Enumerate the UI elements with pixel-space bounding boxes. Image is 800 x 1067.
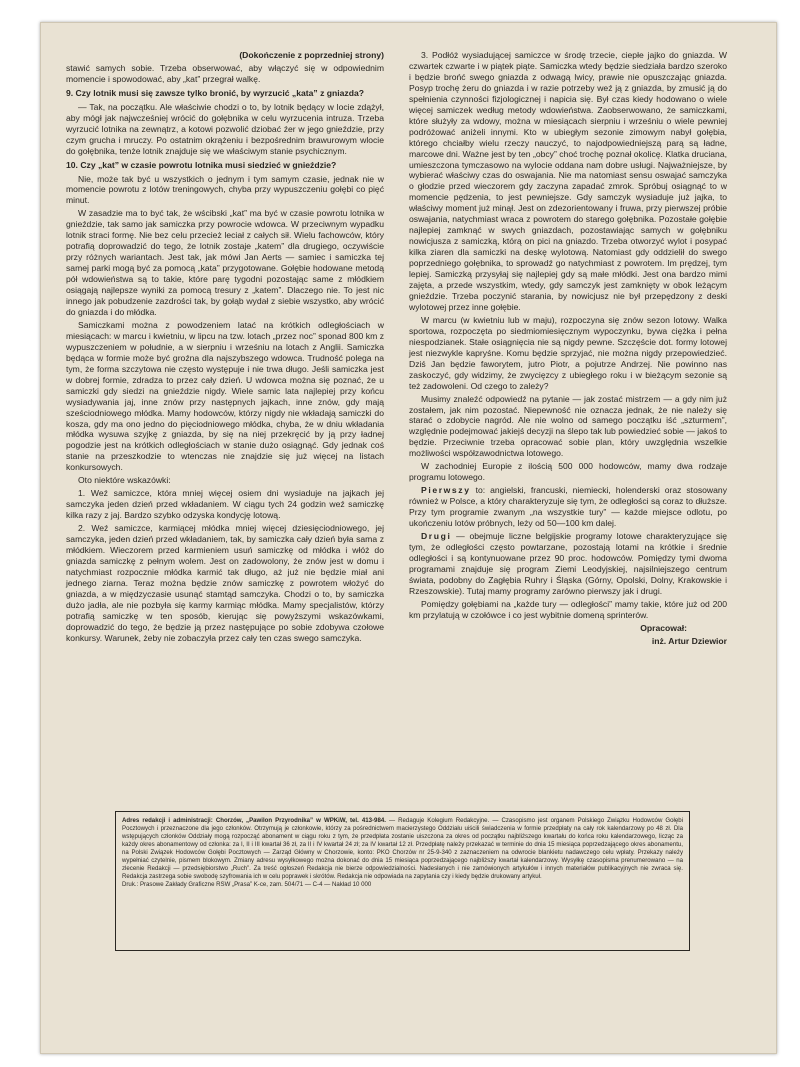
question-10-paragraph-3: Samiczkami można z powodzeniem latać na krótkich odległościach w miesiącach: w marcu i kwietniu, w lipcu na tzw. lotach „przez noc” sponad 800 km z wypuszczeniem w południe, a w sierpniu i wrześniu na lotach z Anglii. Samiczka będąca w formie może być groźna dla najszybszego wdowca. Trudność polega na tym, że forma szczytowa nie często występuje i nie trwa długo. Jeśli samiczka jest w dobrej formie, zdradza to przez cały dzień. U wdowca można się poznać, że u samiczki gdy siedzi na gnieździe nigdy. Wiele samic lata najlepiej przy końcu wysiadywania jaj, inne znów przy następnych jajkach, inne znów, gdy mają sześciodniowego młódka. Mamy hodowców, którzy nigdy nie wkładają samiczki do kosza, gdy ma ono jedno do pięciodniowego młódka, chyba, że w dniu wkładania młódka wysuwa szyjkę z gniazda, by się na niej przekręcić by ją przy ładnej pogodzie jest na krótkich odległościach w stanie dużo osiągnąć. Gdy jednak coś stanie na przeszkodzie to wtenczas nie znajdzie się już więcej na listach konkursowych.: [66, 319, 384, 473]
sprinters-paragraph: Pomiędzy gołębiami na „każde tury — odległości” mamy takie, które już od 200 km przylatują w czołówce i co jest wybitnie domeną sprinterów.: [409, 598, 727, 620]
intro-paragraph: stawić samych sobie. Trzeba obserwować, aby włączyć się w odpowiednim momencie i spowodować, aby „kat” przegrał walkę.: [66, 62, 384, 84]
second-program-paragraph: [409, 531, 727, 597]
first-program-text: to: angielski, francuski, niemiecki, holenderski oraz stosowany również w Polsce, a który charakteryzuje się tym, że odległości są coraz to dłuższe. Przy tym programie zwanym „na wszystkie tury” — każde miejsce odlotu, po ukończeniu lotów próbnych, leży od 50—100 km dalej.: [409, 485, 727, 529]
footer-body: — Redaguje Kolegium Redakcyjne. — Czasopismo jest organem Polskiego Związku Hodowców Gołębi Pocztowych i przeznaczone dla jego członków. Otrzymują je członkowie, którzy za pośrednictwem macierzystego Oddziału uiścili świadczenia w formie przedpłaty na cały rok kalendarzowy po 48 zł. Dla wstępujących członków Oddziały mogą rozpocząć abonament w ciągu roku z tym, że przedpłata zostanie uiszczona za okres od początku najbliższego kwartału do końca roku kalendarzowego, licząc za każdy okres abonamentowy od członka: za I, II i III kwartał 36 zł, za II i IV kwartał 24 zł; za IV kwartał 12 zł. Przedpłatę należy przekazać w terminie do dnia 15 miesiąca poprzedzającego okres abonamentu, na Polski Związek Hodowców Gołębi Pocztowych — Zarząd Główny w Chorzowie, konto: PKO Chorzów nr 25-9-340 z zaznaczeniem na odwrocie blankietu nadawczego celu wpłaty. Przekazy należy wypełniać czytelnie, pismem blokowym. Zmiany adresu wysyłkowego można dokonać do dnia 15 miesiąca poprzedzającego najbliższy kwartał kalendarzowy. Wysyłkę czasopisma prenumerowano — na zlecenie Redakcji — przedsiębiorstwo „Ruch”. Za treść ogłoszeń Redakcja nie bierze odpowiedzialności. Nadesłanych i nie zamówionych artykułów i innych materiałów publikacyjnych nie zwraca się. Redakcja zastrzega sobie swobodę szyfrowania ich w celu poprawek i skrótów. Redakcja nie odpowiada na zapytania czy i kiedy będzie drukowany artykuł.: [122, 817, 684, 880]
question-9-heading: 9. Czy lotnik musi się zawsze tylko bronić, by wyrzucić „kata” z gniazda?: [66, 87, 365, 98]
programs-intro: W zachodniej Europie z ilością 500 000 hodowców, mamy dwa rodzaje programu lotowego.: [409, 461, 727, 483]
tip-1: 1. Weź samiczce, która mniej więcej osiem dni wysiaduje na jajkach jej samczyka jeden dzień przed wkładaniem. W ciągu tych 24 godzin weź samiczkę kilka razy z jaj. Bardzo szybko odzyska kondycję lotową.: [66, 488, 384, 521]
second-program-label: Drugi: [421, 530, 452, 541]
continuation-note: (Dokończenie z poprzedniej strony): [239, 50, 384, 60]
author-name: inż. Artur Dziewior: [651, 635, 727, 646]
second-program-text: — obejmuje liczne belgijskie programy lotowe charakteryzujące się tym, że odległości często powtarzane, pozostają lotami na krótkie i średnie odległości i są kontynuowane przez 90 proc. hodowców. Pomiędzy tymi dwoma programami znajduje się program Ziemi Leodyjskiej, najsilniejszego centrum świata, podobny do Zagłębia Ruhry i Śląska (Górny, Opolski, Dolny, Krakowskie i Rzeszowskie). Tutaj mamy programy zarówno pierwszy jak i drugi.: [409, 530, 727, 596]
question-10-paragraph-2: W zasadzie ma to być tak, że wścibski „kat” ma być w czasie powrotu lotnika w gnieździe, tak samo jak samiczka przy powrocie wdowca. W przeciwnym wypadku lotnik straci formę. Nie bez celu przecież leciał z całych sił. Wielu fachowców, który potrafią doprowadzić do tego, że lotnik zostaje „katem” dla drugiego, oczywiście przy różnych wariantach. Jest tak, jak mówi Jan Aerts — samiec i samiczka tej samej parki mogą być za pomocą „kata” przygotowane. Gołębie hodowane metodą pół wdowieństwa są to takie, które parę tygodni pozostając same z młódkiem osiągają najlepsze wyniki za pomocą tresury z „katem”. Dlaczego nie. To jest nic innego jak pobudzenie zazdrości tak, by gołąb wydał z siebie wszystko, aby wrócić do gniazda i do młódka.: [66, 208, 384, 317]
tip-3: 3. Podłóż wysiadującej samiczce w środę trzecie, ciepłe jajko do gniazda. W czwartek czwarte i w piątek piąte. Samiczka wtedy będzie siedziała bardzo szeroko i będzie brońć swego gniazda z odwagą lwicy, prawie nie opuszczając gniazda. Posyp trochę żeru do gniazda i w razie potrzeby weź ją z gniazda, by zmusić ją do spełnienia czynności fizjologicznej i napicia się. Był czas kiedy hodowano o wiele więcej samiczek według metody wdowieństwa. Zaobserwowano, że samiczkami, które służyły za wdowy, można w miesiącach sierpniu i wrześniu o wiele pewniej podróżować aniżeli innymi. Kto w ubiegłym sezonie zimowym nabył gołębia, którego chciałby wielu rzeczy nauczyć, to najodpowiedniejszą parą są ładne, marcowe dni. Ważne jest by ten „obcy” choć trochę poznał okolicę. Klatka druciana, umieszczona tymczasowo na wylocie oddana nam dobre usługi. Najważniejsze, by wybierać właściwy czas do oswajania. Nie ma natomiast sensu oswajać samczyka o głodzie przed wieczorem gdy zaczyna zapadać zmrok. Spróbuj osiągnąć to w momencie pędzenia, to jest pewniejsze. Gdy samczyk wysiaduje już jajka, to właściwy moment już minął. Jest on zdezorientowany i fruwa, przy pierwszej próbie oswajania, natychmiast wraca z powrotem do starego gołębnika. Pozostałe gołębie najlepiej zamknąć w swych gniazdach, pozostawiając samych w gołębniku nowicjusza z samiczką, którą on pici na gniazdo. Trzeba otworzyć wylot i posypać kilka ziaren dla samiczki na deskę wylotową. Natomiast gdy oddzielił do swego poprzedniego gołębnika, to sprowadź go natychmiast z powrotem. Im prędzej, tym lepiej. Samiczką przysyłaj się najlepiej gdy są małe młódki. Jest ona bardzo mimi zajęta, a przede wszystkim, wtedy, gdy samczyk jest zamknięty w obok leżącym gnieździe. Trzeba poczynić starania, by nowicjusz nie był przepędzony z deski wylotowej przez inne gołębie.: [409, 50, 727, 312]
editorial-footer-box: [115, 811, 690, 951]
champion-paragraph: Musimy znaleźć odpowiedź na pytanie — jak zostać mistrzem — a gdy nim już zostałem, jak nim pozostać. Niepewność nie oznacza jednak, że nie należy się starać o zdobycie nagród. Ale nie wolno od samego początku iść „szturmem”, względnie podejmować jakiejś decyzji na ślepo tak lub powiedzieć sobie — jakoś to będzie. Przeciwnie trzeba opracować sobie plan, który uwzględnia wszelkie możliwości współzawodnictwa lotowego.: [409, 393, 727, 459]
right-column: [409, 50, 727, 649]
question-10-heading: 10. Czy „kat” w czasie powrotu lotnika musi siedzieć w gnieździe?: [66, 159, 337, 170]
question-10-paragraph-1: Nie, może tak być u wszystkich o jednym i tym samym czasie, jednak nie w momencie powrotu z lotów treningowych, chyba przy wypuszczeniu gołębi co pięć minut.: [66, 173, 384, 206]
address-label: Adres redakcji i administracji: Chorzów, „Pawilon Przyrodnika” w WPKiW, tel. 413-984.: [122, 817, 386, 824]
print-info: Druk.: Prasowe Zakłady Graficzne RSW „Prasa” K-ce, zam. 504/71 — C-4 — Nakład 10 000: [122, 881, 372, 888]
first-program-paragraph: [409, 485, 727, 529]
footer-text: [122, 817, 683, 881]
signature-label: Opracował:: [640, 622, 687, 633]
first-program-label: Pierwszy: [421, 485, 471, 496]
season-paragraph: W marcu (w kwietniu lub w maju), rozpoczyna się znów sezon lotowy. Walka sportowa, rozpoczęta po siedmiomiesięcznym wypoczynku, bywa ciężka i pełna niespodzianek. Stałe osiągnięcia nie są nigdy pewne. Szczęście dot. formy lotowej jest niezwykle kapryśne. Komu będzie sprzyjać, nie można nigdy przepowiedzieć. Dziś Jan będzie faworytem, jutro Piotr, a pojutrze Andrzej. Nie powinno nas zaskoczyć, gdy widzimy, że zwycięzcy z ubiegłego roku i w bieżącym sezonie są też zadowoleni. Od czego to zależy?: [409, 314, 727, 391]
question-9-answer: — Tak, na początku. Ale właściwie chodzi o to, by lotnik będący w locie zdążył, aby mógł jak najwcześniej wrócić do gołębnika w celu wyrzucenia intruza. Trzeba wyrzucić lotnika na zewnątrz, a kotowi pozwolić dziobać źer w jego gnieździe, przy czym grucha i mruczy. Po ostatnim okrążeniu i bezpośrednim brawurowym wlocie do gołębnika, tenże lotnik znajduje się we właściwym stanie psychicznym.: [66, 101, 384, 156]
left-column: [66, 50, 384, 646]
tip-2: 2. Weź samiczce, karmiącej młódka mniej więcej dziesięciodniowego, jej samczyka, jeden dzień przed wkładaniem, tak, by samiczka cały dzień była sama z młódkiem. Wieczorem przed karmieniem usuń samiczkę od młódka i włóż do gniazda samiczkę z pełnym wolem. Jest on zadowolony, że znów jest w domu i natychmiast rozpocznie młódka karmić tak długo, aż już nie będzie miał ani jednego ziarna. Teraz można będzie znów samiczkę z powrotem włożyć do gniazda, a w międzyczasie usunąć stamtąd samczyka. Chodzi o to, by samiczka dużo jadła, ale nie pozbyła się karmy karmiąc młódka. Mamy specjalistów, którzy potrafią samiczkę w ten sposób, kierując się powyższymi wskazówkami, doprowadzić do tego, że będzie ją przez następujące po sobie zdobywa czołowe konkursy. Warunek, żeby nie zobaczyła przez cały ten czas swego samczyka.: [66, 523, 384, 643]
tips-intro: Oto niektóre wskazówki:: [78, 475, 171, 486]
